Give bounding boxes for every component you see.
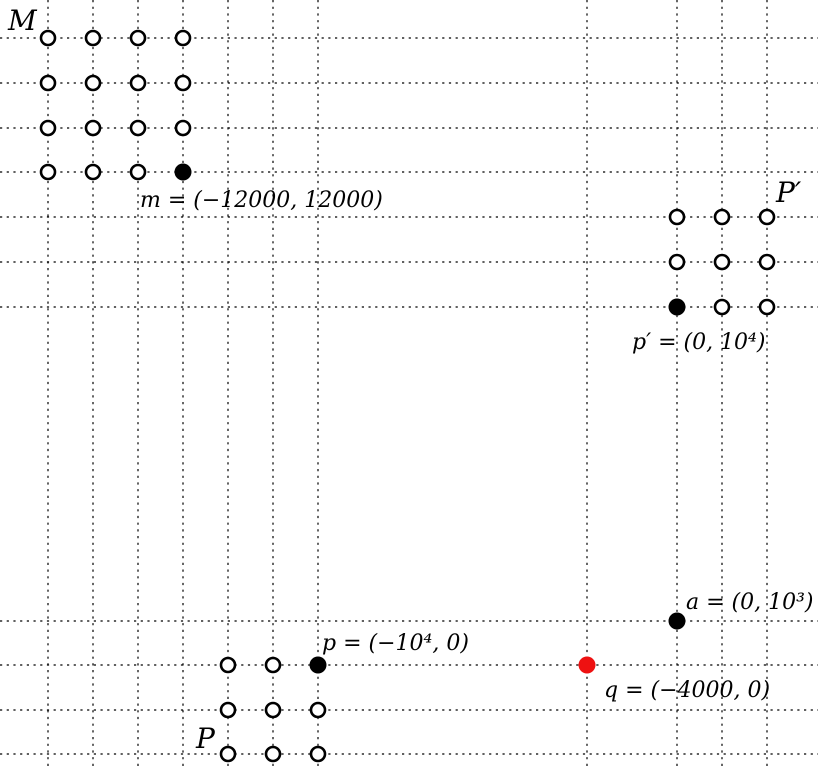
point-M-member bbox=[131, 121, 145, 135]
point-M-member bbox=[86, 76, 100, 90]
point-P-prime-member bbox=[715, 210, 729, 224]
point-M-member bbox=[41, 76, 55, 90]
point-P-prime-member bbox=[760, 255, 774, 269]
point-q bbox=[579, 657, 596, 674]
point-m bbox=[175, 164, 192, 181]
point-M-member bbox=[86, 121, 100, 135]
point-M-member bbox=[176, 31, 190, 45]
point-label-m: m = (−12000, 12000) bbox=[140, 188, 383, 213]
point-P-prime-member bbox=[760, 300, 774, 314]
point-P-prime-member bbox=[715, 255, 729, 269]
point-label-a: a = (0, 10³) bbox=[686, 590, 814, 615]
point-P-member bbox=[311, 703, 325, 717]
point-P-member bbox=[221, 747, 235, 761]
point-label-p: p = (−10⁴, 0) bbox=[322, 631, 469, 656]
point-p-prime bbox=[669, 299, 686, 316]
point-M-member bbox=[176, 121, 190, 135]
point-M-member bbox=[41, 31, 55, 45]
point-M-member bbox=[176, 76, 190, 90]
point-M-member bbox=[41, 165, 55, 179]
point-P-prime-member bbox=[715, 300, 729, 314]
point-P-prime-member bbox=[670, 210, 684, 224]
point-M-member bbox=[86, 165, 100, 179]
point-M-member bbox=[41, 121, 55, 135]
set-label-M: M bbox=[8, 4, 37, 37]
point-M-member bbox=[86, 31, 100, 45]
point-M-member bbox=[131, 165, 145, 179]
point-P-member bbox=[266, 747, 280, 761]
point-P-member bbox=[266, 703, 280, 717]
point-P-member bbox=[221, 703, 235, 717]
point-P-member bbox=[311, 747, 325, 761]
point-P-member bbox=[266, 658, 280, 672]
point-P-prime-member bbox=[760, 210, 774, 224]
point-a bbox=[669, 613, 686, 630]
point-M-member bbox=[131, 76, 145, 90]
point-P-member bbox=[221, 658, 235, 672]
set-label-P-prime: P′ bbox=[776, 176, 802, 209]
point-P-prime-member bbox=[670, 255, 684, 269]
point-p bbox=[310, 657, 327, 674]
point-label-q: q = (−4000, 0) bbox=[604, 678, 771, 703]
point-label-p-prime: p′ = (0, 10⁴) bbox=[632, 330, 766, 355]
point-M-member bbox=[131, 31, 145, 45]
set-label-P: P bbox=[196, 722, 215, 755]
